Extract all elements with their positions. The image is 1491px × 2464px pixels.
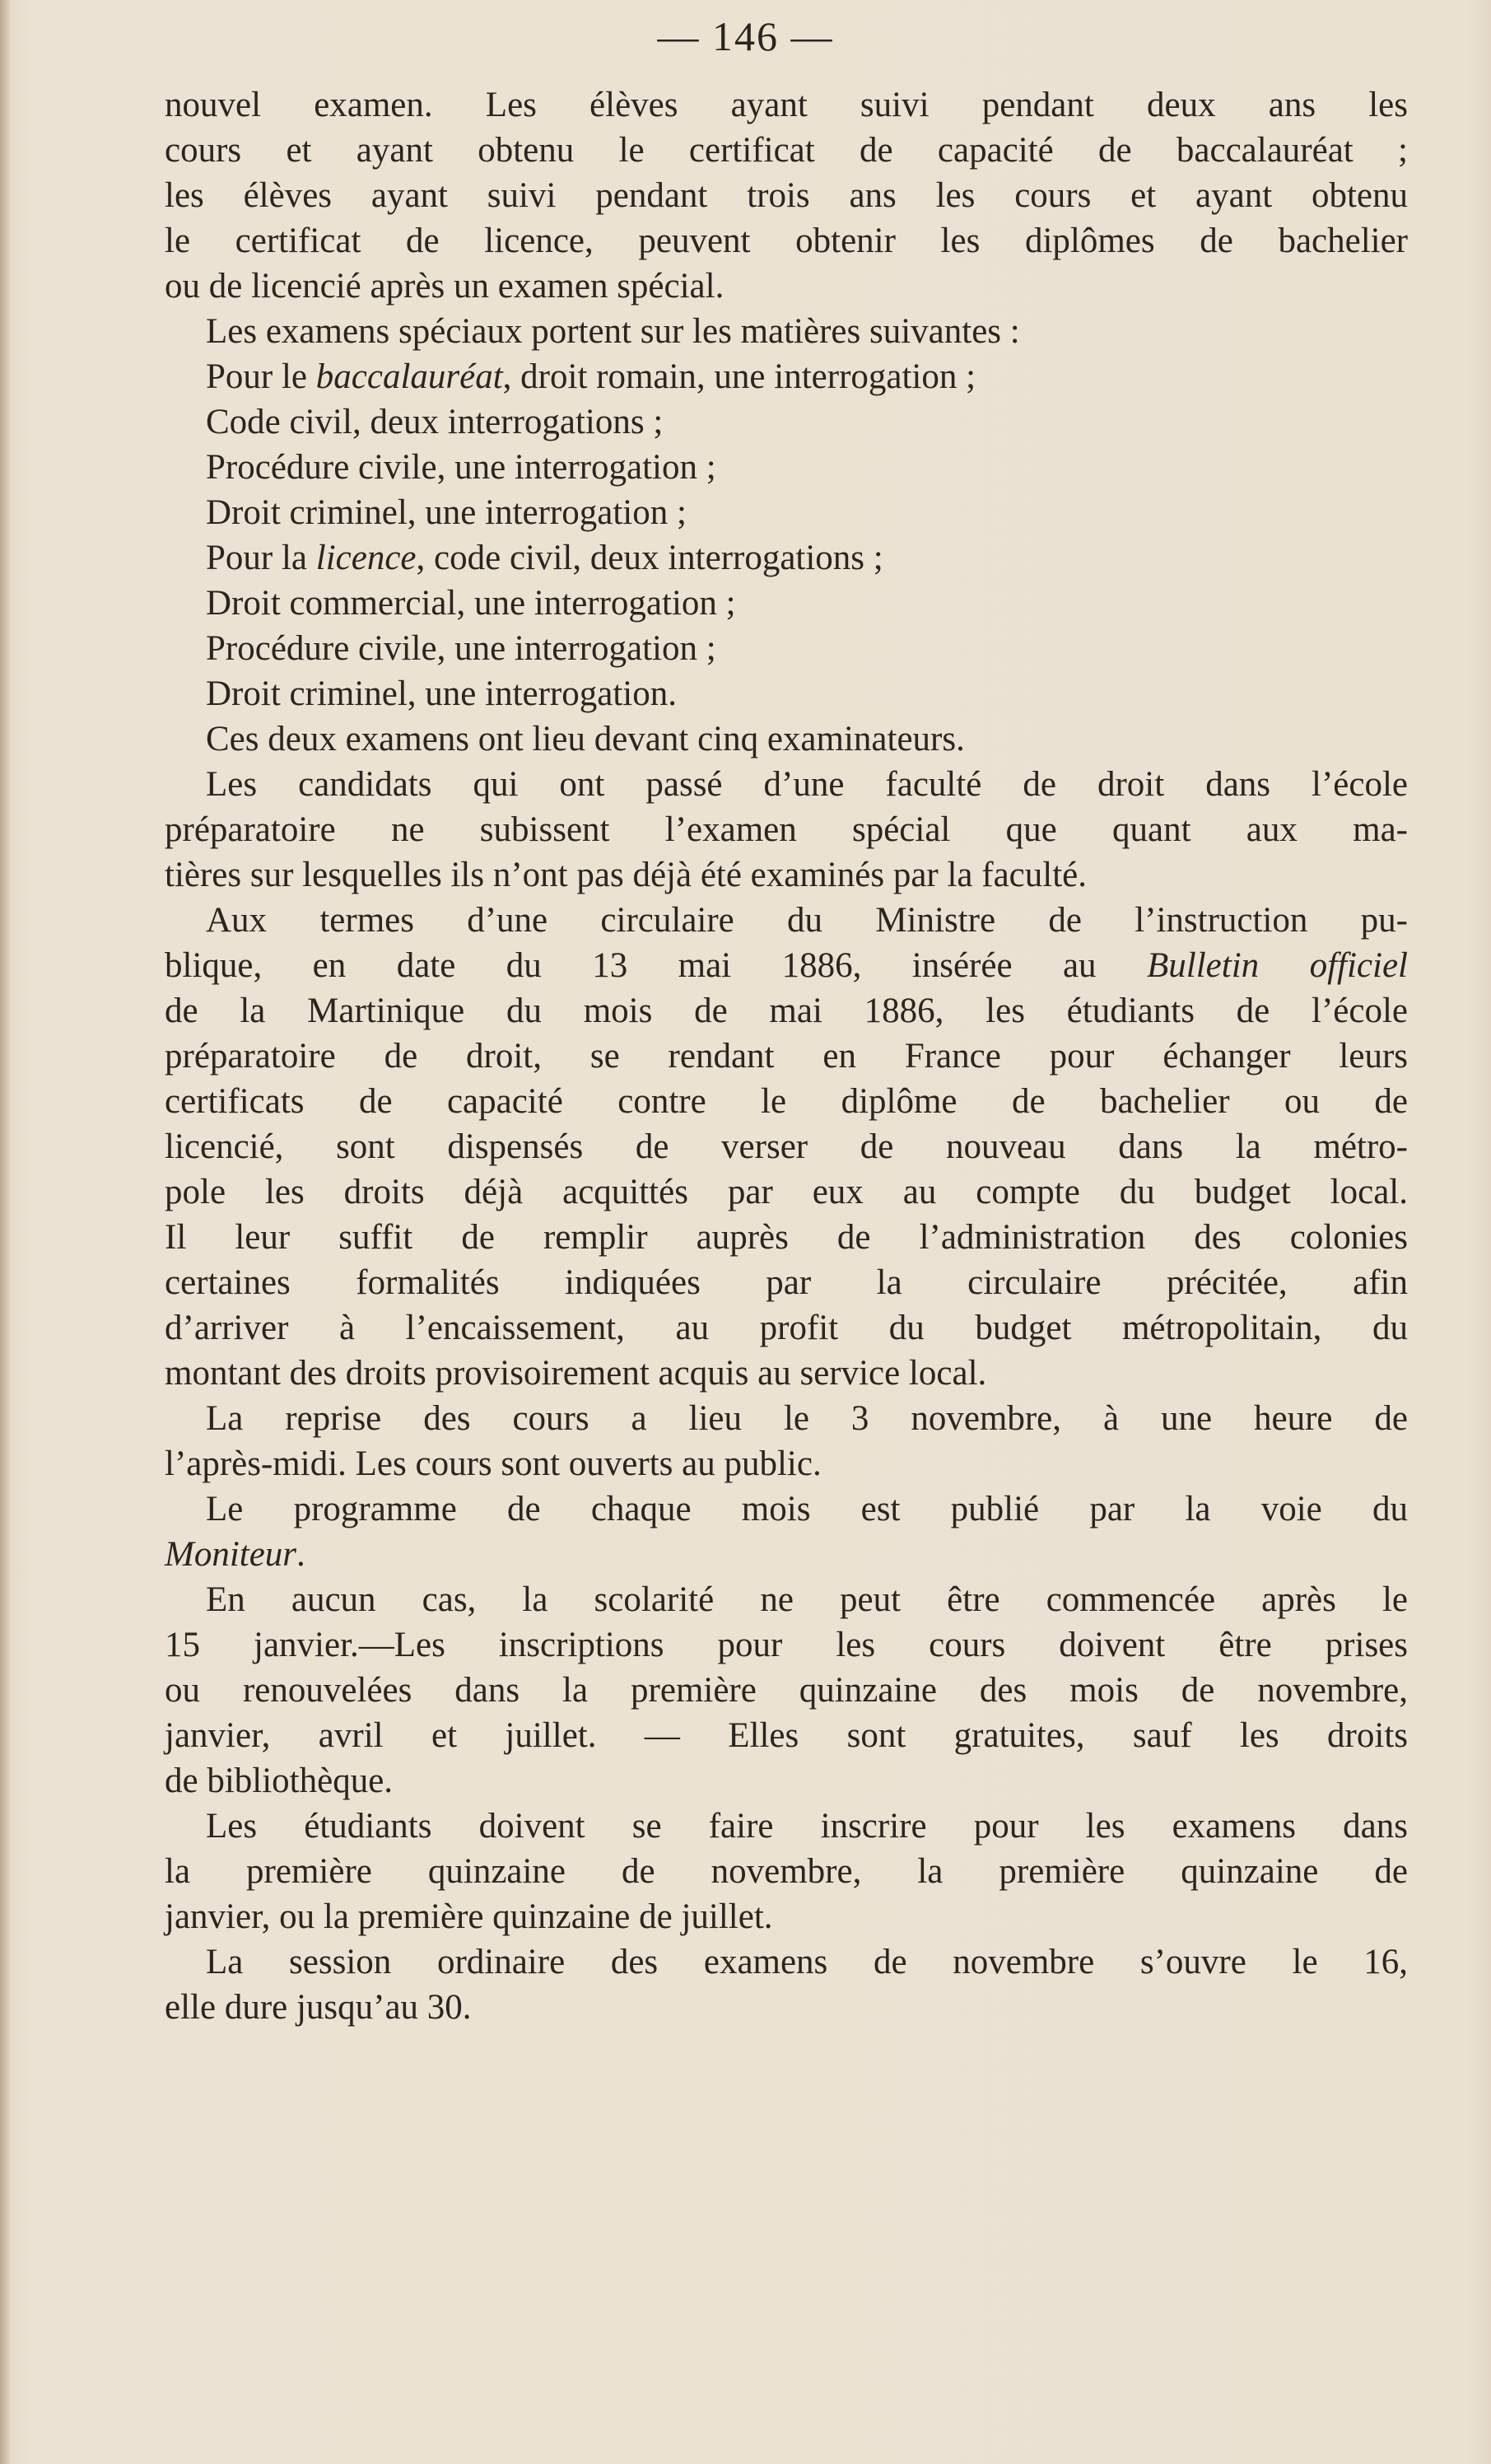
text-line: elle dure jusqu’au 30. bbox=[165, 1988, 472, 2027]
page-number: — 146 — bbox=[657, 13, 834, 59]
text-line: nouvel examen. Les élèves ayant suivi pendant deux ans les bbox=[165, 86, 1408, 124]
text-span: Pour la bbox=[206, 539, 316, 577]
text-line: licencié, sont dispensés de verser de nouveau dans la métro- bbox=[165, 1127, 1408, 1166]
text-line: Droit commercial, une interrogation ; bbox=[206, 584, 736, 623]
text-line: En aucun cas, la scolarité ne peut être commencée après le bbox=[206, 1580, 1408, 1619]
italic-term: licence bbox=[315, 539, 417, 577]
italic-term: baccalauréat bbox=[315, 357, 503, 396]
text-line: tières sur lesquelles ils n’ont pas déjà été examinés par la faculté. bbox=[165, 856, 1087, 894]
text-line: la première quinzaine de novembre, la première quinzaine de bbox=[165, 1852, 1408, 1891]
binding-shadow bbox=[0, 0, 10, 2464]
text-line bbox=[165, 535, 1408, 581]
text-line: certificats de capacité contre le diplôme de bachelier ou de bbox=[165, 1082, 1408, 1121]
text-line: préparatoire ne subissent l’examen spécial que quant aux ma- bbox=[165, 810, 1408, 849]
text-line bbox=[165, 1532, 1408, 1577]
text-line: Les étudiants doivent se faire inscrire pour les examens dans bbox=[206, 1807, 1408, 1846]
text-line: La reprise des cours a lieu le 3 novembre, à une heure de bbox=[206, 1399, 1408, 1438]
text-line: Les examens spéciaux portent sur les matières suivantes : bbox=[206, 312, 1020, 351]
text-line: janvier, avril et juillet. — Elles sont gratuites, sauf les droits bbox=[165, 1716, 1408, 1755]
text-line: Le programme de chaque mois est publié par la voie du bbox=[206, 1490, 1408, 1528]
text-span: . bbox=[296, 1535, 305, 1574]
text-line: Code civil, deux interrogations ; bbox=[206, 403, 664, 441]
page-body bbox=[165, 82, 1408, 2030]
text-line: les élèves ayant suivi pendant trois ans les cours et ayant obtenu bbox=[165, 176, 1408, 215]
text-line: l’après-midi. Les cours sont ouverts au public. bbox=[165, 1444, 822, 1483]
text-line: Droit criminel, une interrogation ; bbox=[206, 493, 687, 532]
text-line: de bibliothèque. bbox=[165, 1762, 394, 1800]
text-line: cours et ayant obtenu le certificat de capacité de baccalauréat ; bbox=[165, 131, 1408, 170]
text-line: certaines formalités indiquées par la circulaire précitée, afin bbox=[165, 1263, 1408, 1302]
text-line: Ces deux examens ont lieu devant cinq examinateurs. bbox=[206, 720, 965, 758]
text-line: Il leur suffit de remplir auprès de l’administration des colonies bbox=[165, 1218, 1408, 1257]
text-span: , droit romain, une interrogation ; bbox=[502, 357, 976, 396]
text-line bbox=[165, 354, 1408, 399]
text-line: La session ordinaire des examens de novembre s’ouvre le 16, bbox=[206, 1943, 1408, 1981]
text-span: Pour le bbox=[206, 357, 316, 396]
text-span: , code civil, deux interrogations ; bbox=[416, 539, 883, 577]
italic-title: Moniteur bbox=[165, 1535, 297, 1574]
text-line: le certificat de licence, peuvent obtenir les diplômes de bachelier bbox=[165, 222, 1408, 260]
text-line: d’arriver à l’encaissement, au profit du budget métropolitain, du bbox=[165, 1309, 1408, 1347]
text-line bbox=[165, 943, 1408, 988]
text-line: Procédure civile, une interrogation ; bbox=[206, 629, 716, 668]
text-line: de la Martinique du mois de mai 1886, les étudiants de l’école bbox=[165, 992, 1408, 1030]
text-line: 15 janvier.—Les inscriptions pour les cours doivent être prises bbox=[165, 1626, 1408, 1664]
text-line: Droit criminel, une interrogation. bbox=[206, 674, 677, 713]
text-line: ou renouvelées dans la première quinzaine des mois de novembre, bbox=[165, 1671, 1408, 1710]
text-line: Aux termes d’une circulaire du Ministre de l’instruction pu- bbox=[206, 901, 1408, 940]
text-line: préparatoire de droit, se rendant en France pour échanger leurs bbox=[165, 1037, 1408, 1076]
text-line: ou de licencié après un examen spécial. bbox=[165, 267, 725, 306]
text-line: pole les droits déjà acquittés par eux au compte du budget local. bbox=[165, 1173, 1408, 1211]
text-span: blique, en date du 13 mai 1886, insérée au bbox=[165, 946, 1147, 985]
text-line: montant des droits provisoirement acquis au service local. bbox=[165, 1354, 987, 1393]
text-line: Les candidats qui ont passé d’une faculté de droit dans l’école bbox=[206, 765, 1408, 804]
text-line: Procédure civile, une interrogation ; bbox=[206, 448, 716, 487]
italic-title: Bulletin officiel bbox=[1147, 946, 1408, 985]
text-line: janvier, ou la première quinzaine de juillet. bbox=[165, 1897, 773, 1936]
